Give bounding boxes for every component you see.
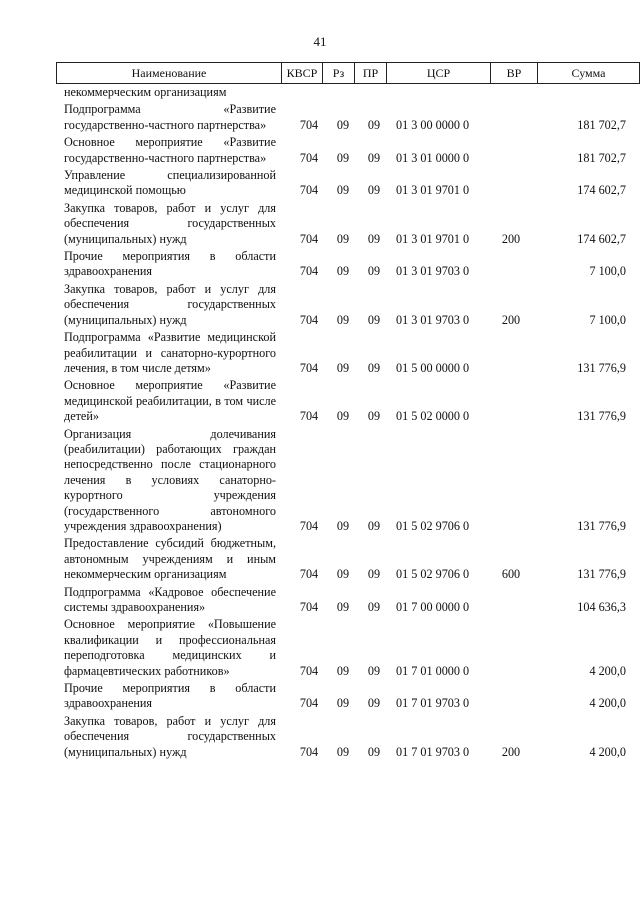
row-sum: 181 702,7 (577, 117, 626, 132)
row-vr: 600 (501, 567, 521, 582)
row-kvsr: 704 (299, 150, 319, 165)
header-csr: ЦСР (386, 63, 490, 83)
row-pr: 09 (367, 696, 381, 711)
row-pr: 09 (367, 409, 381, 424)
row-kvsr: 704 (299, 312, 319, 327)
row-rz: 09 (336, 312, 350, 327)
row-name: Закупка товаров, работ и услуг для обеспечения государственных (муниципальных) нужд (64, 281, 276, 327)
row-rz: 09 (336, 150, 350, 165)
row-csr: 01 3 00 0000 0 (396, 117, 470, 132)
row-sum: 4 200,0 (589, 744, 626, 759)
row-csr: 01 5 02 9706 0 (396, 518, 470, 533)
row-csr: 01 7 01 9703 0 (396, 696, 470, 711)
row-csr: 01 7 01 9703 0 (396, 744, 470, 759)
row-vr: 200 (501, 744, 521, 759)
row-kvsr: 704 (299, 567, 319, 582)
row-csr: 01 3 01 9701 0 (396, 183, 470, 198)
row-name: Прочие мероприятия в области здравоохранения (64, 681, 276, 711)
table-header (56, 62, 640, 84)
row-kvsr: 704 (299, 518, 319, 533)
table-row (64, 378, 640, 424)
table-row (64, 168, 640, 199)
row-kvsr: 704 (299, 264, 319, 279)
row-csr: 01 3 01 9701 0 (396, 231, 470, 246)
table-row (64, 282, 640, 328)
header-kvsr: КВСР (281, 63, 322, 83)
table-row (64, 85, 640, 100)
row-rz: 09 (336, 696, 350, 711)
header-rz: Рз (322, 63, 354, 83)
row-csr: 01 3 01 9703 0 (396, 264, 470, 279)
row-sum: 4 200,0 (589, 663, 626, 678)
row-name: Закупка товаров, работ и услуг для обеспечения государственных (муниципальных) нужд (64, 200, 276, 246)
row-kvsr: 704 (299, 409, 319, 424)
row-pr: 09 (367, 231, 381, 246)
row-rz: 09 (336, 518, 350, 533)
row-csr: 01 7 01 0000 0 (396, 663, 470, 678)
row-name: Предоставление субсидий бюджетным, автономным учреждениям и иным некоммерческим организациям (64, 536, 276, 582)
row-name: Основное мероприятие «Повышение квалификации и профессиональная переподготовка медицинских и фармацевтических работников» (64, 617, 276, 678)
row-rz: 09 (336, 409, 350, 424)
row-pr: 09 (367, 360, 381, 375)
row-kvsr: 704 (299, 600, 319, 614)
row-pr: 09 (367, 312, 381, 327)
row-sum: 7 100,0 (589, 264, 626, 279)
row-vr: 200 (501, 231, 521, 246)
row-pr: 09 (367, 150, 381, 165)
table-row (64, 617, 640, 679)
table-row (64, 102, 640, 133)
row-sum: 174 602,7 (577, 231, 626, 246)
row-csr: 01 3 01 9703 0 (396, 312, 470, 327)
row-pr: 09 (367, 567, 381, 582)
row-csr: 01 5 02 9706 0 (396, 567, 470, 582)
row-sum: 7 100,0 (589, 312, 626, 327)
row-name: Организация долечивания (реабилитации) работающих граждан непосредственно после стационарного лечения в условиях санаторно-курортного учреждения (государственного автономного учреждения здравоохранения) (64, 426, 276, 533)
row-pr: 09 (367, 663, 381, 678)
row-rz: 09 (336, 567, 350, 582)
row-sum: 131 776,9 (577, 518, 626, 533)
row-name: некоммерческим организациям (64, 85, 227, 99)
row-pr: 09 (367, 183, 381, 198)
row-rz: 09 (336, 183, 350, 198)
header-pr: ПР (354, 63, 386, 83)
row-pr: 09 (367, 744, 381, 759)
row-name: Управление специализированной медицинской помощью (64, 168, 276, 198)
row-kvsr: 704 (299, 360, 319, 375)
row-name: Подпрограмма «Развитие медицинской реабилитации и санаторно-курортного лечения, в том числе детям» (64, 330, 276, 375)
row-csr: 01 7 00 0000 0 (396, 600, 470, 614)
row-sum: 181 702,7 (577, 150, 626, 165)
row-rz: 09 (336, 744, 350, 759)
row-name: Подпрограмма «Развитие государственно-частного партнерства» (64, 102, 276, 132)
table-body (64, 85, 640, 760)
row-pr: 09 (367, 264, 381, 279)
row-sum: 131 776,9 (577, 360, 626, 375)
row-sum: 174 602,7 (577, 183, 626, 198)
table-row (64, 681, 640, 712)
table-row (64, 201, 640, 247)
table-row (64, 585, 640, 616)
table-row (64, 427, 640, 535)
table-row (64, 714, 640, 760)
row-name: Подпрограмма «Кадровое обеспечение системы здравоохранения» (64, 584, 276, 614)
row-rz: 09 (336, 600, 350, 614)
page-number: 41 (313, 34, 327, 49)
table-row (64, 249, 640, 280)
table-row (64, 135, 640, 166)
header-name: Наименование (131, 65, 207, 80)
row-kvsr: 704 (299, 663, 319, 678)
row-rz: 09 (336, 117, 350, 132)
row-name: Закупка товаров, работ и услуг для обеспечения государственных (муниципальных) нужд (64, 713, 276, 759)
row-kvsr: 704 (299, 183, 319, 198)
row-kvsr: 704 (299, 117, 319, 132)
row-rz: 09 (336, 360, 350, 375)
row-rz: 09 (336, 264, 350, 279)
table-row (64, 536, 640, 582)
row-kvsr: 704 (299, 231, 319, 246)
row-name: Основное мероприятие «Развитие государственно-частного партнерства» (64, 135, 276, 165)
row-pr: 09 (367, 117, 381, 132)
row-sum: 131 776,9 (577, 409, 626, 424)
row-name: Прочие мероприятия в области здравоохранения (64, 249, 276, 279)
row-vr: 200 (501, 312, 521, 327)
row-csr: 01 5 02 0000 0 (396, 409, 470, 424)
row-rz: 09 (336, 231, 350, 246)
row-sum: 4 200,0 (589, 696, 626, 711)
row-pr: 09 (367, 518, 381, 533)
header-sum: Сумма (537, 63, 639, 83)
header-vr: ВР (490, 63, 537, 83)
row-csr: 01 5 00 0000 0 (396, 360, 470, 375)
table-row (64, 330, 640, 376)
row-name: Основное мероприятие «Развитие медицинской реабилитации, в том числе детей» (64, 378, 276, 424)
row-sum: 104 636,3 (577, 600, 626, 614)
row-csr: 01 3 01 0000 0 (396, 150, 470, 165)
row-pr: 09 (367, 600, 381, 614)
row-rz: 09 (336, 663, 350, 678)
row-kvsr: 704 (299, 696, 319, 711)
row-kvsr: 704 (299, 744, 319, 759)
row-sum: 131 776,9 (577, 567, 626, 582)
